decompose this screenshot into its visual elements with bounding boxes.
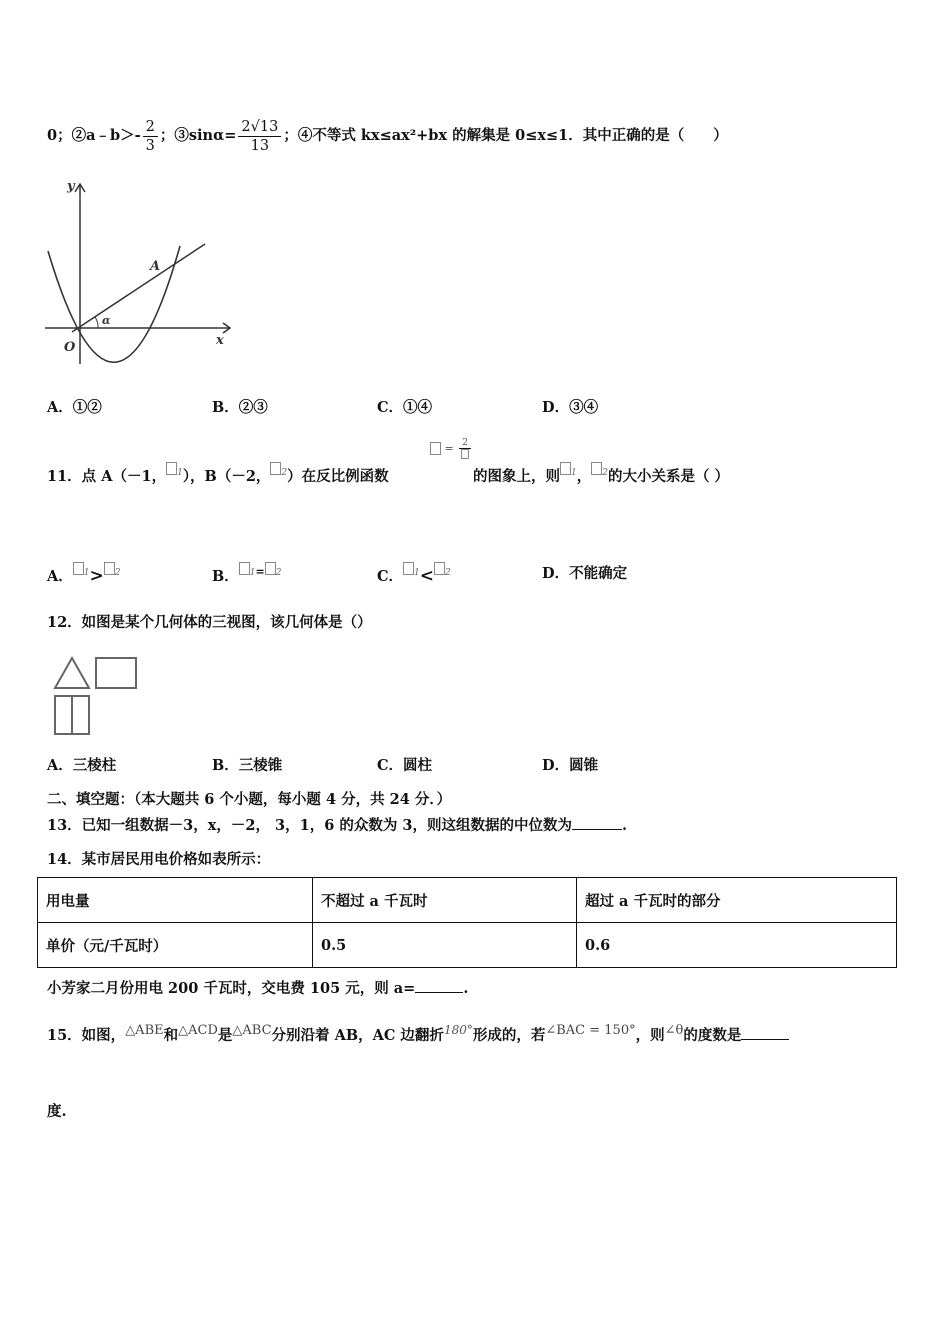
q11-stem-tail: 的图象上，则 $^1$， $^2$的大小关系是（ ）	[473, 462, 729, 486]
q12-option-c: C．圆柱	[377, 757, 433, 774]
triangle-abe: △ABE	[125, 1023, 164, 1038]
price-table	[37, 877, 897, 968]
q12-option-b: B．三棱锥	[212, 757, 283, 774]
triangle-acd: △ACD	[178, 1023, 218, 1038]
image-placeholder-y2-opt-b	[265, 562, 276, 575]
q11-stem: 11．点 A（－1， $^1$），B（－2， $^2$）在反比例函数	[47, 462, 389, 486]
table-cell: 0.6	[577, 923, 897, 968]
q11-option-b: B． $^{1=}$ $^2$	[212, 562, 281, 586]
image-placeholder-y2-opt-a	[104, 562, 115, 575]
table-header-cell: 超过 a 千瓦时的部分	[577, 878, 897, 923]
origin-label: O	[64, 340, 76, 355]
fraction-2-over-x: 2	[459, 438, 471, 460]
fraction-2-3: $\frac{2}{3}$	[143, 118, 158, 155]
side-view-rectangle	[96, 658, 136, 688]
image-placeholder-y	[430, 442, 441, 455]
q12-stem: 12．如图是某个几何体的三视图，该几何体是（）	[47, 614, 372, 631]
line-kx	[72, 244, 205, 332]
answer-blank	[415, 978, 463, 993]
degree-180: 180°	[443, 1023, 473, 1037]
table-cell: 0.5	[313, 923, 577, 968]
image-placeholder-y1b	[560, 462, 571, 475]
table-cell: 单价（元/千瓦时）	[38, 923, 313, 968]
q10-option-d: D．③④	[542, 399, 599, 416]
table-row	[38, 878, 897, 923]
section-heading: 二、填空题：（本大题共 6 个小题，每小题 4 分，共 24 分．）	[47, 791, 452, 808]
image-placeholder-x	[461, 449, 469, 459]
q11-option-c: C． $^1$< $^2$	[377, 562, 451, 586]
image-placeholder-y1-opt-a	[73, 562, 84, 575]
x-label: x	[216, 333, 224, 348]
q10-option-a: A．①②	[47, 399, 102, 416]
q11-option-d: D．不能确定	[542, 565, 628, 582]
image-placeholder-y1-opt-b	[239, 562, 250, 575]
three-view-diagram	[50, 652, 140, 738]
q14-stem: 14．某市居民用电价格如表所示：	[47, 851, 271, 868]
q15-stem: 15．如图，△ABE和△ACD是△ABC分别沿着 AB，AC 边翻折$^{180^\circ}$形成的，若∠BAC = 150°，则∠θ的度数是	[47, 1023, 789, 1045]
table-row	[38, 923, 897, 968]
q10-graph	[40, 176, 240, 376]
q10-option-c: C．①④	[377, 399, 433, 416]
image-placeholder-y1	[166, 462, 177, 475]
angle-bac: ∠BAC = 150°	[545, 1023, 636, 1038]
angle-arc	[95, 317, 98, 328]
image-placeholder-y1-opt-c	[403, 562, 414, 575]
table-header-cell: 不超过 a 千瓦时	[313, 878, 577, 923]
q12-option-a: A．三棱柱	[47, 757, 117, 774]
triangle-abc: △ABC	[232, 1023, 272, 1038]
q14-follow: 小芳家二月份用电 200 千瓦时，交电费 105 元，则 a= .	[47, 980, 469, 997]
q10-option-b: B．②③	[212, 399, 268, 416]
q11-function-formula: = 2	[430, 438, 473, 460]
q15-tail: 度.	[47, 1103, 67, 1120]
table-header-cell: 用电量	[38, 878, 313, 923]
q10-statement: 0；②a﹣b＞- $\frac{2}{3}$ ；③sinα= $\frac{2√13}{13}$ ；④不等式 kx≤ax²+bx 的解集是 0≤x≤1．其中正确的是（ ）	[47, 118, 728, 154]
angle-theta: ∠θ	[664, 1023, 684, 1038]
y-label: y	[67, 179, 75, 194]
answer-blank	[572, 815, 622, 830]
front-view-triangle	[55, 658, 89, 688]
image-placeholder-y2b	[591, 462, 602, 475]
fraction-2sqrt13-13: $\frac{2√13}{13}$	[238, 118, 281, 155]
alpha-label: α	[102, 314, 111, 327]
answer-blank	[741, 1025, 789, 1040]
q13-stem: 13．已知一组数据－3，x，－2， 3，1，6 的众数为 3，则这组数据的中位数为 .	[47, 817, 628, 834]
image-placeholder-y2-opt-c	[434, 562, 445, 575]
q11-option-a: A． $^1$> $^2$	[47, 562, 120, 586]
q12-option-d: D．圆锥	[542, 757, 599, 774]
image-placeholder-y2	[270, 462, 281, 475]
point-a-label: A	[150, 259, 161, 274]
